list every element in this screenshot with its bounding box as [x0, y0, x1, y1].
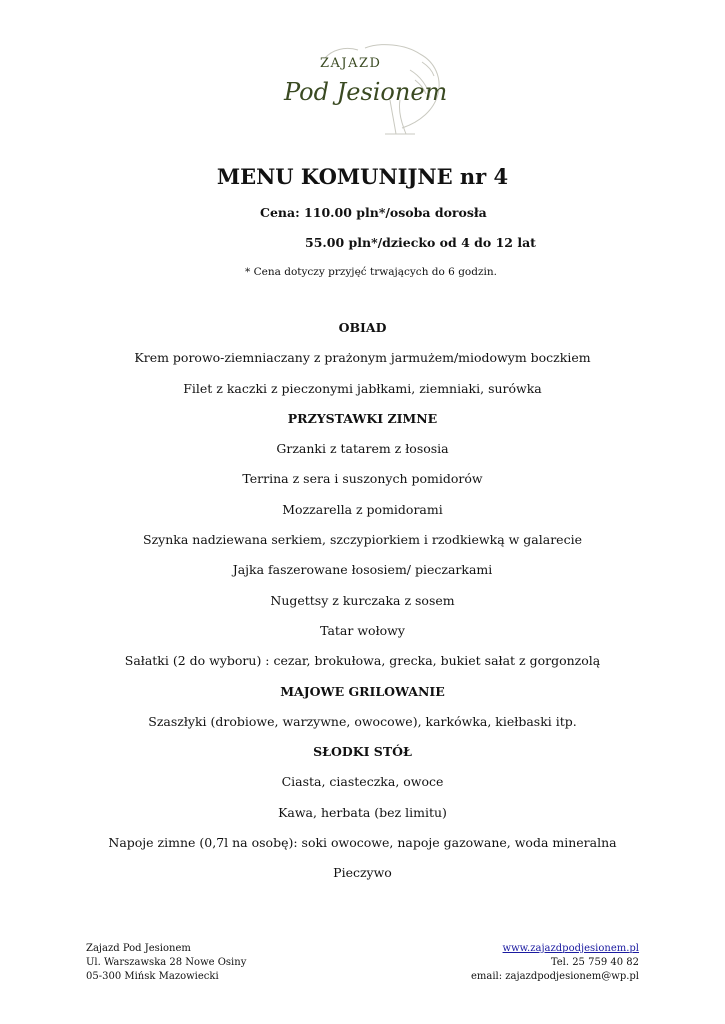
menu-item: Napoje zimne (0,7l na osobę): soki owocowe, napoje gazowane, woda mineralna: [108, 835, 617, 851]
menu-item: Sałatki (2 do wyboru) : cezar, brokułowa, grecka, bukiet sałat z gorgonzolą: [124, 653, 601, 669]
menu-item: Ciasta, ciasteczka, owoce: [281, 774, 444, 790]
menu-item: Mozzarella z pomidorami: [282, 501, 443, 517]
section-heading: SŁODKI STÓŁ: [313, 744, 412, 760]
menu-item: Kawa, herbata (bez limitu): [278, 804, 447, 820]
price-child: 55.00 pln*/dziecko od 4 do 12 lat: [305, 235, 536, 250]
menu-item: Pieczywo: [333, 865, 392, 881]
menu-item: Szaszłyki (drobiowe, warzywne, owocowe), karkówka, kiełbaski itp.: [148, 713, 577, 729]
page-title: MENU KOMUNIJNE nr 4: [216, 164, 509, 189]
footer-street: Ul. Warszawska 28 Nowe Osiny: [86, 957, 247, 968]
footer-city: 05-300 Mińsk Mazowiecki: [86, 971, 219, 982]
menu-item: Terrina z sera i suszonych pomidorów: [242, 471, 483, 487]
section-heading: PRZYSTAWKI ZIMNE: [287, 410, 438, 426]
footer-contact: [471, 942, 639, 984]
section-heading: OBIAD: [338, 320, 387, 335]
footer-phone: Tel. 25 759 40 82: [550, 957, 639, 968]
logo: [270, 40, 460, 140]
footer-email: email: zajazdpodjesionem@wp.pl: [470, 971, 639, 982]
footer-address: [86, 942, 246, 984]
menu-item: Szynka nadziewana serkiem, szczypiorkiem i rzodkiewką w galarecie: [143, 532, 582, 548]
menu-item: Krem porowo-ziemniaczany z prażonym jarmużem/miodowym boczkiem: [134, 350, 591, 366]
section-heading: MAJOWE GRILOWANIE: [280, 683, 445, 699]
price-note: * Cena dotyczy przyjęć trwających do 6 godzin.: [245, 266, 497, 278]
menu-item: Nugettsy z kurczaka z sosem: [270, 592, 455, 608]
menu-item: Filet z kaczki z pieczonymi jabłkami, ziemniaki, surówka: [183, 380, 542, 396]
menu-item: Grzanki z tatarem z łososia: [276, 441, 449, 457]
menu-item: Jajka faszerowane łososiem/ pieczarkami: [232, 562, 493, 578]
price-adult: Cena: 110.00 pln*/osoba dorosła: [260, 205, 487, 220]
website-link[interactable]: www.zajazdpodjesionem.pl: [502, 943, 639, 954]
menu-list: [0, 315, 725, 891]
footer-name: Zajazd Pod Jesionem: [86, 943, 191, 954]
logo-top-text: ZAJAZD: [320, 56, 382, 71]
logo-main-text: Pod Jesionem: [284, 78, 448, 106]
menu-item: Tatar wołowy: [320, 622, 405, 638]
